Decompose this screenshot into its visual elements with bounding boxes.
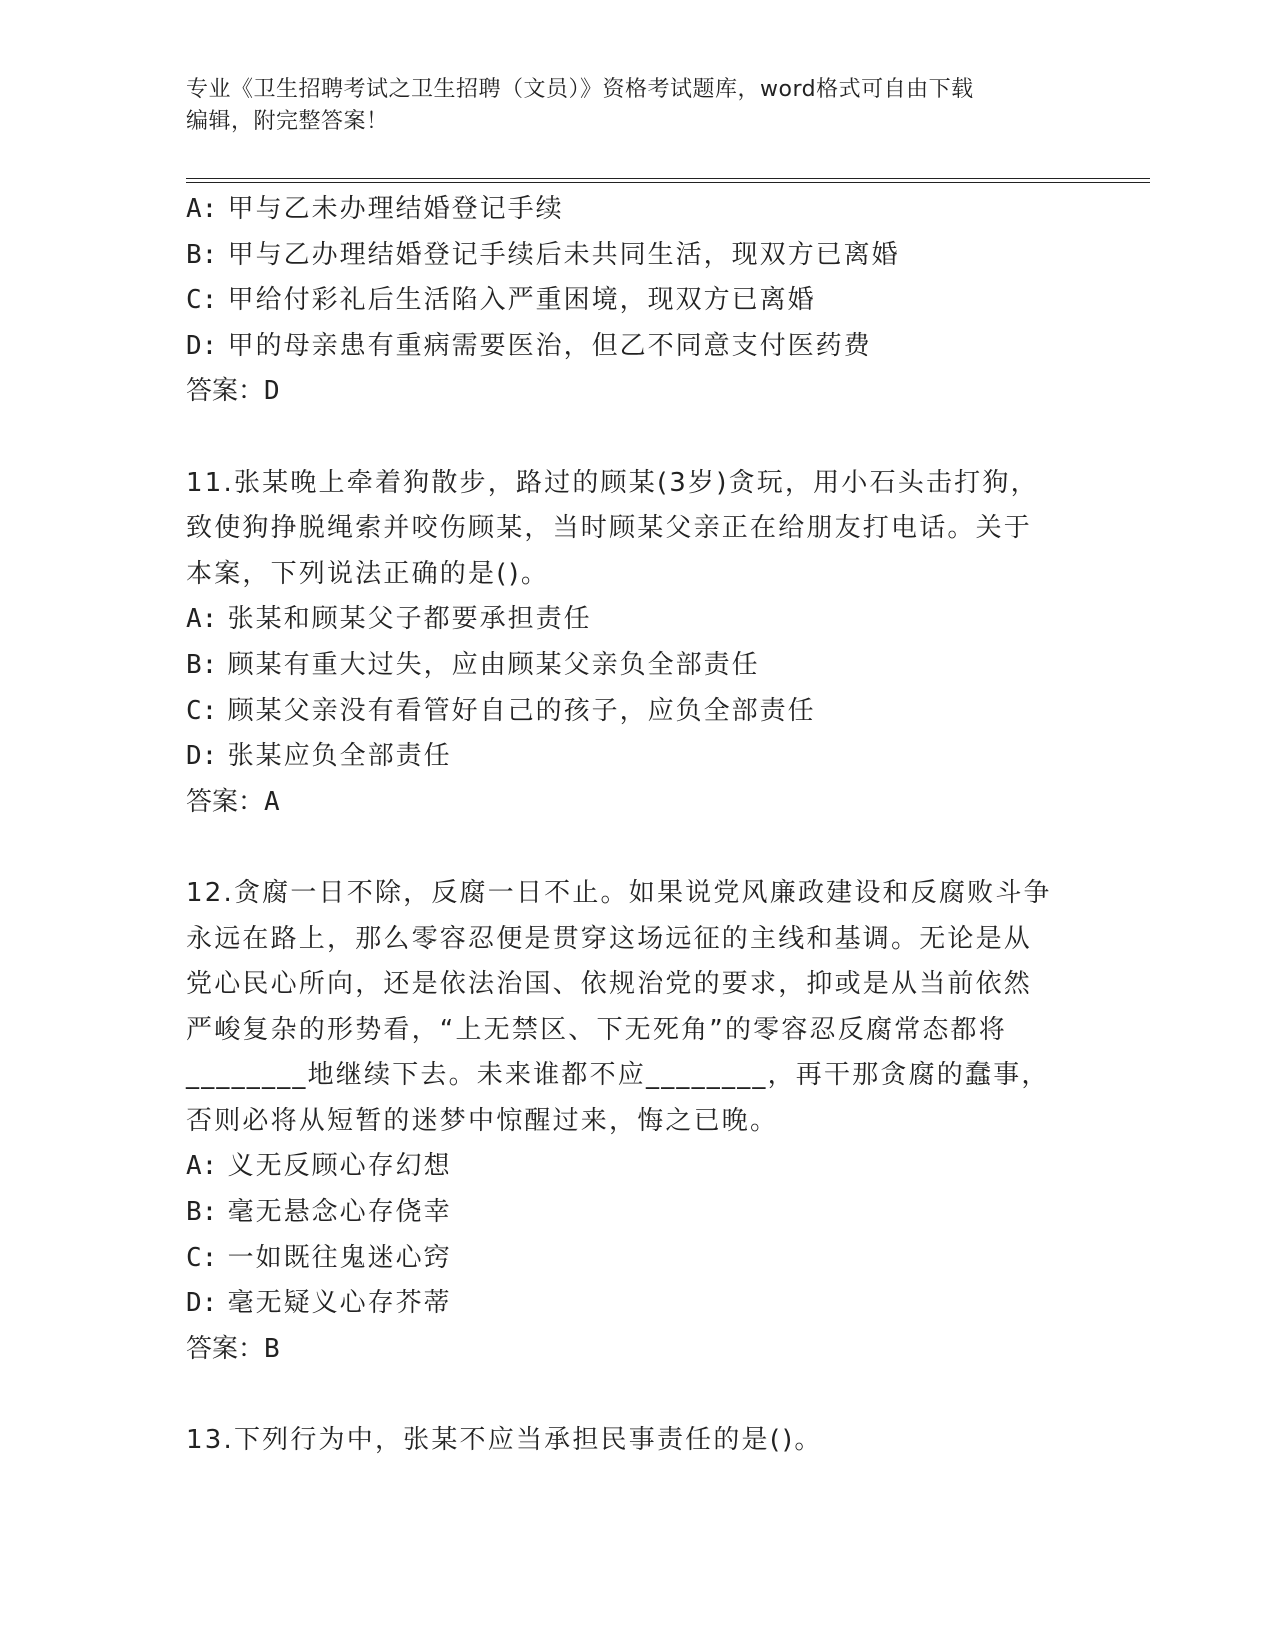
option-text: 顾某有重大过失，应由顾某父亲负全部责任 bbox=[227, 649, 760, 680]
question-10-options bbox=[186, 187, 1126, 415]
option-letter: B: bbox=[186, 649, 218, 680]
question-stem bbox=[186, 461, 1126, 598]
header-divider-bottom bbox=[186, 182, 1150, 183]
option-a bbox=[186, 1144, 1126, 1190]
question-stem-line: 本案，下列说法正确的是()。 bbox=[186, 558, 550, 589]
option-a bbox=[186, 187, 1126, 233]
answer-label: 答案： bbox=[186, 376, 265, 407]
option-text: 甲与乙办理结婚登记手续后未共同生活，现双方已离婚 bbox=[227, 239, 900, 270]
option-b bbox=[186, 1190, 1126, 1236]
option-letter: D: bbox=[186, 1288, 218, 1319]
question-stem-line: 致使狗挣脱绳索并咬伤顾某，当时顾某父亲正在给朋友打电话。关于 bbox=[186, 513, 1033, 544]
question-stem-line: 11.张某晚上牵着狗散步，路过的顾某(3岁)贪玩，用小石头击打狗， bbox=[186, 467, 1039, 498]
answer-label: 答案： bbox=[186, 786, 265, 817]
question-stem-line: 严峻复杂的形势看，“上无禁区、下无死角”的零容忍反腐常态都将 bbox=[186, 1014, 1007, 1045]
question-11 bbox=[186, 461, 1126, 826]
option-b bbox=[186, 643, 1126, 689]
option-d bbox=[186, 324, 1126, 370]
spacer bbox=[186, 415, 1126, 461]
header-line-1: 专业《卫生招聘考试之卫生招聘（文员）》资格考试题库，word格式可自由下载 bbox=[186, 77, 974, 102]
question-content bbox=[186, 187, 1126, 1464]
option-d bbox=[186, 1281, 1126, 1327]
option-letter: A: bbox=[186, 604, 218, 635]
question-stem-line: ________地继续下去。未来谁都不应________，再干那贪腐的蠢事， bbox=[186, 1060, 1050, 1091]
answer-value: A bbox=[264, 786, 280, 817]
document-header bbox=[186, 74, 1066, 138]
option-b bbox=[186, 233, 1126, 279]
question-stem-line: 否则必将从短暂的迷梦中惊醒过来，悔之已晚。 bbox=[186, 1105, 779, 1136]
option-letter: B: bbox=[186, 239, 218, 270]
answer-value: D bbox=[264, 376, 280, 407]
option-text: 甲与乙未办理结婚登记手续 bbox=[227, 194, 564, 224]
question-12 bbox=[186, 871, 1126, 1373]
option-d bbox=[186, 734, 1126, 780]
header-divider-top bbox=[186, 178, 1150, 179]
option-letter: C: bbox=[186, 695, 218, 726]
option-letter: C: bbox=[186, 285, 218, 316]
option-c bbox=[186, 689, 1126, 735]
header-line-2: 编辑，附完整答案！ bbox=[186, 109, 389, 134]
option-letter: B: bbox=[186, 1197, 218, 1228]
question-stem-line: 12.贪腐一日不除，反腐一日不止。如果说党风廉政建设和反腐败斗争 bbox=[186, 877, 1052, 908]
question-stem-line: 党心民心所向，还是依法治国、依规治党的要求，抑或是从当前依然 bbox=[186, 969, 1033, 1000]
option-c bbox=[186, 1236, 1126, 1282]
option-a bbox=[186, 597, 1126, 643]
option-text: 张某和顾某父子都要承担责任 bbox=[227, 604, 592, 635]
answer-line bbox=[186, 1327, 1126, 1373]
option-letter: C: bbox=[186, 1242, 218, 1273]
option-text: 甲给付彩礼后生活陷入严重困境，现双方已离婚 bbox=[227, 285, 816, 316]
option-text: 甲的母亲患有重病需要医治，但乙不同意支付医药费 bbox=[227, 330, 872, 361]
question-stem-line: 13.下列行为中，张某不应当承担民事责任的是()。 bbox=[186, 1425, 823, 1456]
option-text: 一如既往鬼迷心窍 bbox=[227, 1242, 452, 1273]
option-letter: D: bbox=[186, 741, 218, 772]
answer-value: B bbox=[264, 1333, 280, 1364]
option-c bbox=[186, 278, 1126, 324]
option-text: 毫无疑义心存芥蒂 bbox=[227, 1288, 452, 1319]
option-letter: D: bbox=[186, 330, 218, 361]
option-text: 义无反顾心存幻想 bbox=[227, 1151, 452, 1182]
option-text: 张某应负全部责任 bbox=[227, 741, 452, 772]
question-stem bbox=[186, 871, 1126, 1145]
question-stem bbox=[186, 1418, 1126, 1464]
option-letter: A: bbox=[186, 194, 218, 224]
option-letter: A: bbox=[186, 1151, 218, 1182]
spacer bbox=[186, 825, 1126, 871]
answer-line bbox=[186, 369, 1126, 415]
question-stem-line: 永远在路上，那么零容忍便是贯穿这场远征的主线和基调。无论是从 bbox=[186, 923, 1033, 954]
answer-line bbox=[186, 780, 1126, 826]
answer-label: 答案： bbox=[186, 1333, 265, 1364]
spacer bbox=[186, 1372, 1126, 1418]
option-text: 顾某父亲没有看管好自己的孩子，应负全部责任 bbox=[227, 695, 816, 726]
option-text: 毫无悬念心存侥幸 bbox=[227, 1197, 452, 1228]
question-13 bbox=[186, 1418, 1126, 1464]
